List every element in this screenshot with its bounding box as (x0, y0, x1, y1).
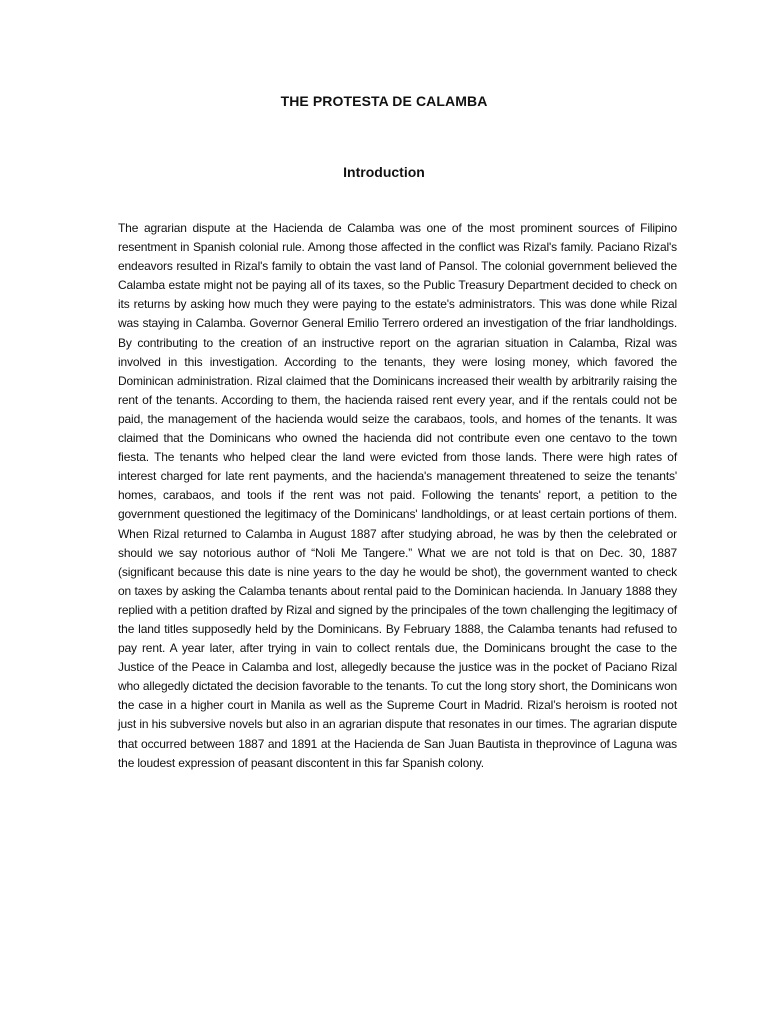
document-title: THE PROTESTA DE CALAMBA (280, 93, 488, 109)
body-paragraph: The agrarian dispute at the Hacienda de Calamba was one of the most prominent sources of Filipino resentment in Spanish colonial rule. Among those affected in the conflict was Rizal's family. Paciano Rizal's endeavors resulted in Rizal's family to obtain the vast land of Pansol. The colonial government believed the Calamba estate might not be paying all of its taxes, so the Public Treasury Department decided to check on its returns by asking how much they were paying to the estate's administrators. This was done while Rizal was staying in Calamba. Governor General Emilio Terrero ordered an investigation of the friar landholdings. By contributing to the creation of an instructive report on the agrarian situation in Calamba, Rizal was involved in this investigation. According to the tenants, they were losing money, which favored the Dominican administration. Rizal claimed that the Dominicans increased their wealth by arbitrarily raising the rent of the tenants. According to them, the hacienda raised rent every year, and if the rentals could not be paid, the management of the hacienda would seize the carabaos, tools, and homes of the tenants. It was claimed that the Dominicans who owned the hacienda did not contribute even one centavo to the town fiesta. The tenants who helped clear the land were evicted from those lands. There were high rates of interest charged for late rent payments, and the hacienda's management threatened to seize the tenants' homes, carabaos, and tools if the rent was not paid. Following the tenants' report, a petition to the government questioned the legitimacy of the Dominicans' landholdings, or at least certain portions of them. When Rizal returned to Calamba in August 1887 after studying abroad, he was by then the celebrated or should we say notorious author of “Noli Me Tangere.” What we are not told is that on Dec. 30, 1887 (significant because this date is nine years to the day he would be shot), the government wanted to check on taxes by asking the Calamba tenants about rental paid to the Dominican hacienda. In January 1888 they replied with a petition drafted by Rizal and signed by the principales of the town challenging the legitimacy of the land titles supposedly held by the Dominicans. By February 1888, the Calamba tenants had refused to pay rent. A year later, after trying in vain to collect rentals due, the Dominicans brought the case to the Justice of the Peace in Calamba and lost, allegedly because the justice was in the pocket of Paciano Rizal who allegedly dictated the decision favorable to the tenants. To cut the long story short, the Dominicans won the case in a higher court in Manila as well as the Supreme Court in Madrid. Rizal’s heroism is rooted not just in his subversive novels but also in an agrarian dispute that resonates in our times. The agrarian dispute that occurred between 1887 and 1891 at the Hacienda de San Juan Bautista in theprovince of Laguna was the loudest expression of peasant discontent in this far Spanish colony. (118, 221, 677, 770)
section-heading: Introduction (343, 164, 425, 180)
